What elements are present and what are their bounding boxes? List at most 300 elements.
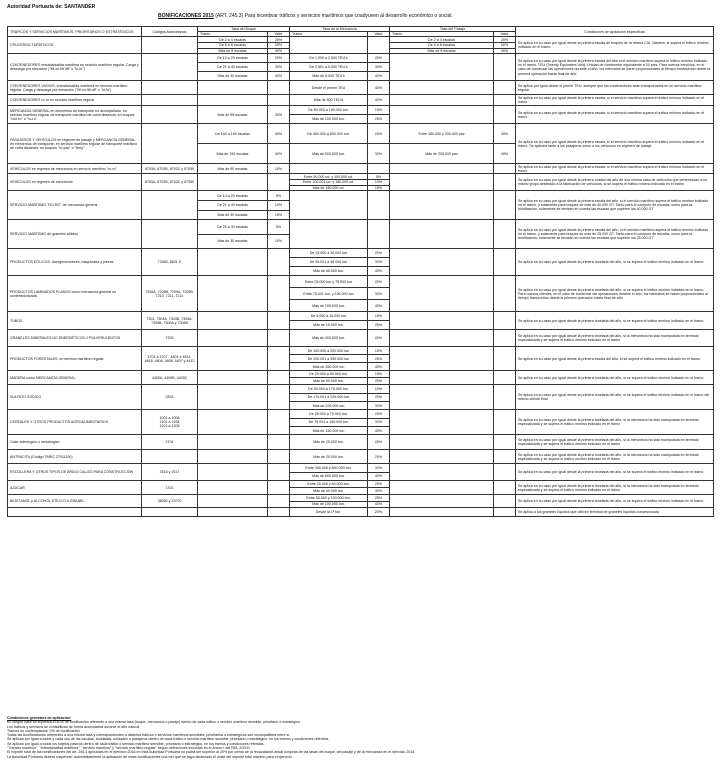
tariff-codes: 7203 bbox=[142, 330, 198, 347]
table-row bbox=[8, 330, 714, 347]
pasaje-valor bbox=[494, 81, 516, 95]
merc-valor: 25% bbox=[368, 495, 390, 502]
tariff-codes: 7208A, 7208B, 7209A, 7209B, 7210, 7211, 7212 bbox=[142, 276, 198, 312]
merc-tramo bbox=[290, 191, 368, 220]
table-row bbox=[8, 37, 714, 43]
pasaje-valor bbox=[494, 249, 516, 276]
merc-tramo: Más de 150.000 ton bbox=[290, 426, 368, 434]
buque-tramo bbox=[198, 249, 268, 276]
table-row bbox=[8, 220, 714, 235]
buque-valor: Valor bbox=[268, 32, 290, 37]
merc-tramo: Más de 25.000 ton. bbox=[290, 435, 368, 450]
buque-valor bbox=[268, 276, 290, 312]
tariff-codes bbox=[142, 106, 198, 124]
merc-tramo bbox=[290, 220, 368, 249]
conditions-text: Se aplica en su caso por igual desde la primera tonelada del año, si se supera el tráfico mínimo indicado en el tramo del mismo cliente final bbox=[516, 385, 714, 410]
merc-valor: 40% bbox=[368, 488, 390, 495]
buque-valor bbox=[268, 371, 290, 385]
merc-tramo: Tramo bbox=[290, 32, 368, 37]
buque-valor bbox=[268, 450, 290, 464]
title-bold: BONIFICACIONES 2015 bbox=[158, 13, 214, 19]
merc-valor: 10% bbox=[368, 106, 390, 115]
merc-valor bbox=[368, 191, 390, 220]
merc-valor: 15% bbox=[368, 347, 390, 355]
table-row bbox=[8, 54, 714, 63]
buque-valor: 5% bbox=[268, 220, 290, 235]
merc-valor: 10% bbox=[368, 385, 390, 393]
buque-valor bbox=[268, 508, 290, 517]
pasaje-tramo: Más de 200.000 pax bbox=[390, 144, 494, 164]
merc-valor: 20% bbox=[368, 249, 390, 258]
table-row bbox=[8, 312, 714, 321]
conditions-text: Se aplica en su caso por igual desde la primera tonelada del año, si se supera el tráfico mínimo indicado en el tramo bbox=[516, 464, 714, 481]
merc-valor: 10% bbox=[368, 180, 390, 186]
buque-tramo: Más de 40 escalas bbox=[198, 72, 268, 81]
buque-valor bbox=[268, 464, 290, 481]
pasaje-tramo bbox=[390, 191, 494, 220]
merc-tramo: De 30.001 a 45.000 ton bbox=[290, 258, 368, 267]
merc-valor: 20% bbox=[368, 481, 390, 488]
traffic-name: PRODUCTOS EÓLICOS. Aerogeneradores, maquinaria y piezas bbox=[8, 249, 142, 276]
merc-valor: 30% bbox=[368, 401, 390, 409]
pasaje-valor bbox=[494, 371, 516, 385]
merc-valor: 25% bbox=[368, 355, 390, 363]
general-condition-line: En ningún caso se superará el 40% de bonificación referente a una misma tasa (buque, mercancía o pasaje) dentro de cada tráfico o servicio marítimo sensible, prioritario o estratégico bbox=[7, 720, 300, 725]
pasaje-tramo bbox=[390, 495, 494, 508]
merc-valor: 20% bbox=[368, 54, 390, 63]
tariff-codes: 4701 a 4707 , 4801 a 4814, 4816, 4806, 4808, 4407 y 4412 bbox=[142, 347, 198, 371]
merc-tramo: Más de 400.000 ton. bbox=[290, 330, 368, 347]
pasaje-tramo bbox=[390, 276, 494, 312]
buque-tramo bbox=[198, 435, 268, 450]
merc-tramo: De 175.001 a 225.000 ton bbox=[290, 393, 368, 401]
tariff-codes bbox=[142, 81, 198, 95]
pasaje-tramo: De 2 a 4 escalas bbox=[390, 37, 494, 43]
merc-valor: 40% bbox=[368, 300, 390, 312]
pasaje-tramo bbox=[390, 385, 494, 410]
conditions-text: Se aplica en su caso por igual desde la primera tonelada del año, si la mercancía ha sido manipulada en terminal especializada y se supera el tráfico mínimo indicado en el tramo bbox=[516, 330, 714, 347]
pasaje-valor: 30% bbox=[494, 124, 516, 144]
conditions-text: Se aplica en su caso por igual desde la primera escala, si el servicio marítimo supera el tráfico mínimo indicado en el tramo bbox=[516, 95, 714, 106]
conditions-text: Se aplica en su caso por igual desde la primera escala, si el servicio marítimo supera el tráfico mínimo indicado en el tramo bbox=[516, 106, 714, 124]
pasaje-valor bbox=[494, 508, 516, 517]
buque-tramo bbox=[198, 106, 268, 124]
buque-tramo bbox=[198, 95, 268, 106]
buque-valor: 40% bbox=[268, 72, 290, 81]
tariff-codes: 2704 bbox=[142, 435, 198, 450]
buque-valor: 10% bbox=[268, 201, 290, 211]
col-pasaje: Tasa del Pasaje bbox=[390, 27, 516, 32]
buque-tramo: Más de 30 escalas bbox=[198, 234, 268, 249]
buque-tramo bbox=[198, 276, 268, 312]
merc-tramo: De 50.000 a 100.000 ton. bbox=[290, 106, 368, 115]
traffic-name: CONTENEDORES VACÍOS, entrada/salida marítima en servicio marítimo regular. Carga y descarga por elevación ("lift on-lift off" o "lo-lo") bbox=[8, 81, 142, 95]
merc-tramo: De 1.000 a 2.500 TEU's bbox=[290, 54, 368, 63]
pasaje-valor bbox=[494, 312, 516, 330]
merc-tramo: Más de 5.000 TEU's bbox=[290, 72, 368, 81]
conditions-text: Se aplica en su caso por igual desde la primera unidad del año de una misma casa de vehículos que pertenezcan a un mismo grupo destinado a la fabricación de vehículos, si se supera el tráfico mínimo indicado en el tramo bbox=[516, 174, 714, 191]
table-row bbox=[8, 450, 714, 464]
conditions-text: Se aplica en su caso por igual desde la primera escala del año, si el servicio marítimo supera el tráfico mínimo indicado en el tramo, y solamente para buques de más de 25.000 GT. Tanto para el cómputo de escalas, como para la bonificación, solamente se tendrán en cuenta las escalas que superen los 25.000 GT bbox=[516, 220, 714, 249]
table-row bbox=[8, 106, 714, 115]
pasaje-tramo bbox=[390, 95, 494, 106]
tariff-codes bbox=[142, 450, 198, 464]
buque-valor: 10% bbox=[268, 164, 290, 174]
merc-valor: 40% bbox=[368, 472, 390, 481]
merc-tramo bbox=[290, 164, 368, 174]
traffic-name: CEREALES Y OTROS PRODUCTOS AGROALIMENTARIOS bbox=[8, 410, 142, 435]
merc-tramo: Entre 20.000 y 40.000 ton. bbox=[290, 481, 368, 488]
tariff-codes bbox=[142, 508, 198, 517]
merc-valor: 15% bbox=[368, 312, 390, 321]
bonus-table bbox=[7, 26, 714, 517]
tariff-codes bbox=[142, 220, 198, 249]
buque-valor: 30% bbox=[268, 124, 290, 144]
pasaje-valor bbox=[494, 450, 516, 464]
buque-tramo: De 21 a 40 escalas bbox=[198, 63, 268, 72]
merc-tramo: Entre 50.000 y 100.000 ton. bbox=[290, 495, 368, 502]
merc-tramo: Entre 25.000 ton y 75.000 ton bbox=[290, 276, 368, 288]
general-condition-line: Tramos no contemplados: 0% de bonificación bbox=[7, 728, 80, 733]
buque-valor: 30% bbox=[268, 63, 290, 72]
merc-valor: 40% bbox=[368, 81, 390, 95]
merc-tramo: De 400.000 a 500.000 ton. bbox=[290, 124, 368, 144]
buque-tramo bbox=[198, 450, 268, 464]
merc-valor: 15% bbox=[368, 185, 390, 191]
buque-valor: 40% bbox=[268, 144, 290, 164]
buque-valor bbox=[268, 410, 290, 435]
conditions-text: Se aplica en su caso por igual desde la primera escala, si el servicio marítimo supera el tráfico mínimo indicado en el tramo bbox=[516, 164, 714, 174]
conditions-text: Se aplica en su caso por igual desde la primera tonelada del año, si la mercancía ha sido manipulada en terminal especializada y se supera el tráfico mínimo indicado en el tramo bbox=[516, 450, 714, 464]
buque-tramo: De 20 a 30 escalas bbox=[198, 220, 268, 235]
buque-valor bbox=[268, 174, 290, 191]
pasaje-valor: 30% bbox=[494, 43, 516, 49]
buque-valor: 5% bbox=[268, 191, 290, 201]
pasaje-valor: 40% bbox=[494, 48, 516, 54]
merc-tramo: Entre 50.000 ud. y 100.000 ud. bbox=[290, 174, 368, 180]
buque-valor bbox=[268, 249, 290, 276]
traffic-name: PASAJEROS Y VEHÍCULOS en régimen de pasaje y MERCANCÍA GENERAL en elementos de transporte, en servicio marítimo regular de transporte marítimo de corta distancia, en buques "ro-pax" o "ferry" bbox=[8, 124, 142, 164]
buque-tramo bbox=[198, 81, 268, 95]
conditions-text: Se aplica en su caso por igual desde la primera escala de buques de la misma CIA. Naviera, si supera el tráfico mínimo indicado en el tramo bbox=[516, 37, 714, 54]
merc-tramo: Más de 800.000 ton. bbox=[290, 472, 368, 481]
traffic-name: ESCOLLERA Y OTROS TIPOS DE ÁRIDO CALIZO PARA CONSTRUCCIÓN bbox=[8, 464, 142, 481]
traffic-name: SERVICIO MARÍTIMO "RO-RO" de mercancía general bbox=[8, 191, 142, 220]
pasaje-valor bbox=[494, 435, 516, 450]
pasaje-tramo bbox=[390, 410, 494, 435]
buque-tramo: Más de 190 escalas bbox=[198, 144, 268, 164]
traffic-name: CRUCEROS TURÍSTICOS bbox=[8, 37, 142, 54]
buque-tramo: De 2 a 4 escalas bbox=[198, 37, 268, 43]
traffic-name: GRANELES MINERALES NO ENERGÉTICOS Y PULVERULENTOS bbox=[8, 330, 142, 347]
tariff-codes: 7303, 7304A, 7304B, 7305A, 7305B, 7306A y 7306B bbox=[142, 312, 198, 330]
conditions-text: Se aplica en su caso por igual desde la primera tonelada del año, si se supera el tráfico mínimo indicado en el tramo. Para nuevos clientes, en el caso de comenzar las operaciones durante el año, los intervalos se harán proporcionales al tiempo transcurrido desde la primera operación hasta final de año bbox=[516, 276, 714, 312]
merc-tramo: Más de 40.000 ton. bbox=[290, 488, 368, 495]
pasaje-tramo bbox=[390, 464, 494, 481]
traffic-name: CONTENEDORES ro-ro en servicio marítimo regular bbox=[8, 95, 142, 106]
table-row bbox=[8, 371, 714, 378]
tariff-codes bbox=[142, 95, 198, 106]
pasaje-tramo bbox=[390, 371, 494, 385]
pasaje-tramo bbox=[390, 249, 494, 276]
tariff-codes: 1001 a 1008 1101 a 1108 1201 a 1208 bbox=[142, 410, 198, 435]
pasaje-valor bbox=[494, 495, 516, 508]
pasaje-tramo bbox=[390, 312, 494, 330]
buque-valor bbox=[268, 95, 290, 106]
general-conditions-heading: Condiciones generales de aplicación: bbox=[7, 716, 72, 720]
merc-valor: 20% bbox=[368, 393, 390, 401]
table-row bbox=[8, 249, 714, 258]
merc-valor: 25% bbox=[368, 378, 390, 385]
pasaje-valor bbox=[494, 385, 516, 410]
merc-valor: 20% bbox=[368, 410, 390, 418]
document-title bbox=[158, 13, 453, 19]
merc-valor: 15% bbox=[368, 371, 390, 378]
tariff-codes: 2516 y 2517 bbox=[142, 464, 198, 481]
tariff-codes: 73083, 8501 E bbox=[142, 249, 198, 276]
traffic-name: PRODUCTOS FORESTALES, en servicio marítimo regular bbox=[8, 347, 142, 371]
buque-valor bbox=[268, 330, 290, 347]
pasaje-valor bbox=[494, 220, 516, 249]
conditions-text: Se aplica en su caso por igual desde la primera tonelada del año, si la mercancía ha sido manipulada en terminal especializada y se supera el tráfico mínimo indicado en el tramo bbox=[516, 435, 714, 450]
table-row bbox=[8, 481, 714, 488]
merc-tramo: Más de 350.000 ton bbox=[290, 363, 368, 371]
buque-tramo: Más de 8 escalas bbox=[198, 48, 268, 54]
merc-tramo: Entre 100.001 ud. y 180.000 ud. bbox=[290, 180, 368, 186]
traffic-name: MERCANCÍA GENERAL en elementos de transporte no acompañado, en servicio marítimo regular de transporte marítimo de corta distancia, en buques "con-ro" o "ro-ro" bbox=[8, 106, 142, 124]
conditions-text: Se aplica en su caso por igual desde la primera tonelada del año, si se supera el tráfico mínimo indicado en el tramo bbox=[516, 495, 714, 508]
merc-valor: 5% bbox=[368, 174, 390, 180]
pasaje-tramo bbox=[390, 347, 494, 371]
merc-tramo: De 2.501 a 5.000 TEU's bbox=[290, 63, 368, 72]
buque-tramo: De 150 a 190 escalas bbox=[198, 124, 268, 144]
pasaje-valor bbox=[494, 481, 516, 495]
conditions-text: Se aplica por igual desde el primer TEU, siempre que los contenedores sean transportados en un servicio marítimo regular bbox=[516, 81, 714, 95]
merc-tramo: Más de 150.000 ton. bbox=[290, 300, 368, 312]
pasaje-valor bbox=[494, 174, 516, 191]
general-condition-line: Los tráficos y servicios se contabilizan de forma acumulativa durante el año natural bbox=[7, 724, 140, 729]
traffic-name: CONTENEDORES entrada/salida marítima en servicio marítimo regular. Carga y descarga por elevación ("lift on-lift off" o "lo-lo") bbox=[8, 54, 142, 81]
buque-tramo bbox=[198, 312, 268, 330]
pasaje-tramo bbox=[390, 106, 494, 124]
merc-tramo: Entre 75.001 ton. y 150.000 ton bbox=[290, 288, 368, 300]
general-conditions-lines bbox=[7, 720, 713, 759]
merc-tramo: Desde el primer TEU bbox=[290, 81, 368, 95]
table-row bbox=[8, 508, 714, 517]
general-condition-line: Se aplican por igual a todos los sujetos pasivos dentro de cada tráfico o servicio marítimo sensible, prioritario o estratégico, en los tramos y condiciones referidos. bbox=[7, 741, 265, 746]
conditions-text: Se aplica en su caso por igual desde la primera tonelada del año, si se supera el tráfico mínimo indicado en el tramo bbox=[516, 371, 714, 385]
merc-tramo: De 200.001 a 350.000 ton bbox=[290, 355, 368, 363]
col-conditions: Condiciones de aplicación específicas bbox=[516, 27, 714, 37]
merc-valor: 40% bbox=[368, 363, 390, 371]
buque-tramo-line: Más de 95 escalas bbox=[217, 112, 248, 117]
table-row bbox=[8, 347, 714, 355]
merc-tramo: De 100.000 a 200.000 ton bbox=[290, 347, 368, 355]
merc-tramo bbox=[290, 37, 368, 54]
col-mercancia: Tasa de la Mercancía bbox=[290, 27, 390, 32]
merc-valor: 20% bbox=[368, 330, 390, 347]
merc-valor: 30% bbox=[368, 464, 390, 473]
merc-tramo: Más de 50.000 ton. bbox=[290, 378, 368, 385]
buque-tramo bbox=[198, 481, 268, 495]
merc-tramo: De 5.000 a 15.000 ton bbox=[290, 312, 368, 321]
title-rest: (ART. 245.3) Para incentivar tráficos y servicios marítimos que coadyuven al desarrollo económico o social. bbox=[213, 13, 453, 19]
table-row bbox=[8, 435, 714, 450]
tariff-codes: 1701 bbox=[142, 481, 198, 495]
merc-valor: 20% bbox=[368, 450, 390, 464]
traffic-name: ANTRACITA (Código TARIC 27011100) bbox=[8, 450, 142, 464]
buque-tramo: De 5 a 8 escalas bbox=[198, 43, 268, 49]
buque-valor bbox=[268, 435, 290, 450]
pasaje-valor bbox=[494, 164, 516, 174]
pasaje-valor bbox=[494, 54, 516, 81]
tariff-codes bbox=[142, 54, 198, 81]
pasaje-tramo bbox=[390, 164, 494, 174]
pasaje-tramo: Tramo bbox=[390, 32, 494, 37]
pasaje-valor bbox=[494, 464, 516, 481]
pasaje-tramo bbox=[390, 220, 494, 249]
merc-tramo: Más de 500.000 ton. bbox=[290, 144, 368, 164]
merc-valor: 40% bbox=[368, 95, 390, 106]
pasaje-tramo bbox=[390, 508, 494, 517]
conditions-text: Se aplica en su caso por igual desde la primera tonelada del año, si se supera el tráfico mínimo indicado en el tramo bbox=[516, 249, 714, 276]
traffic-name: BIOETANOL y ALCOHOL ETÍLICO A GRANEL bbox=[8, 495, 142, 508]
general-condition-line: Todas las bonificaciones referentes a una misma tasa y correspondientes a distintos tráficos o servicios marítimos sensibles, prioritarios o estratégicos son incompatibles entre sí. bbox=[7, 733, 291, 738]
pasaje-valor: 40% bbox=[494, 144, 516, 164]
tariff-codes bbox=[142, 37, 198, 54]
table-row bbox=[8, 191, 714, 201]
merc-valor: 25% bbox=[368, 321, 390, 330]
traffic-name: SERVICIO MARÍTIMO de graneles sólidos bbox=[8, 220, 142, 249]
buque-valor bbox=[268, 347, 290, 371]
buque-tramo: Más de 90 escalas bbox=[198, 164, 268, 174]
tariff-codes: 4409A, 4409B, 4409C bbox=[142, 371, 198, 385]
conditions-text: Se aplica en su caso por igual desde la primera escala, si el servicio marítimo supera el tráfico mínimo indicado en el tramo. Se aplicará tanto a los pasajeros como a los vehículos en régimen de pasaje bbox=[516, 124, 714, 164]
buque-valor: 20% bbox=[268, 37, 290, 43]
buque-valor bbox=[268, 106, 290, 124]
buque-valor bbox=[268, 81, 290, 95]
pasaje-tramo bbox=[390, 174, 494, 191]
buque-tramo: De 10 a 20 escalas bbox=[198, 191, 268, 201]
merc-tramo: De 15.000 a 30.000 ton bbox=[290, 249, 368, 258]
merc-valor: 30% bbox=[368, 288, 390, 300]
buque-tramo: Tramo bbox=[198, 32, 268, 37]
tariff-codes bbox=[142, 191, 198, 220]
conditions-text: Se aplica en su caso por igual desde la primera tonelada del año, si la mercancía ha sido manipulada en terminal especializada y se supera el tráfico mínimo indicado en el tramo bbox=[516, 410, 714, 435]
buque-valor: 30% bbox=[268, 43, 290, 49]
pasaje-tramo bbox=[390, 450, 494, 464]
traffic-name: TUBOS bbox=[8, 312, 142, 330]
traffic-name: VEHÍCULOS en régimen de mercancía bbox=[8, 174, 142, 191]
general-conditions bbox=[7, 716, 713, 759]
conditions-text: Se aplica en su caso por igual desde la primera tonelada del año, si se supera el tráfico mínimo indicado en el tramo bbox=[516, 312, 714, 330]
merc-valor: 20% bbox=[368, 115, 390, 124]
table-row bbox=[8, 385, 714, 393]
pasaje-tramo bbox=[390, 81, 494, 95]
col-buque: Tasa del Buque bbox=[198, 27, 290, 32]
pasaje-tramo: Más de 8 escalas bbox=[390, 48, 494, 54]
traffic-name bbox=[8, 508, 142, 517]
general-condition-line: La Autoridad Portuaria deberá suspender automáticamente la aplicación de estas bonificaciones una vez que se haya alcanzado el límite del importe total máximo para el ejercicio. bbox=[7, 754, 293, 759]
merc-valor: 30% bbox=[368, 258, 390, 267]
buque-tramo bbox=[198, 410, 268, 435]
buque-valor bbox=[268, 481, 290, 495]
table-row bbox=[8, 95, 714, 106]
buque-valor: 20% bbox=[268, 54, 290, 63]
tariff-codes: 8703A, 8703B, 8703C y 87050 bbox=[142, 174, 198, 191]
merc-tramo: Más de 45.000 ton. bbox=[290, 267, 368, 276]
buque-valor bbox=[268, 495, 290, 508]
table-row bbox=[8, 81, 714, 95]
general-condition-line: Se aplican por igual a todos y cada uno de las escalas, toneladas, unidades o pasajeros dentro de cada tráfico o servicio marítimo sensible, prioritario o estratégico, en los tramos y condiciones referidos bbox=[7, 737, 329, 742]
merc-tramo: Más de 15.000 ton. bbox=[290, 321, 368, 330]
merc-valor: 20% bbox=[368, 124, 390, 144]
buque-tramo bbox=[198, 330, 268, 347]
merc-valor: 40% bbox=[368, 426, 390, 434]
pasaje-valor bbox=[494, 276, 516, 312]
pasaje-tramo: Entre 180.000 y 200.000 pax bbox=[390, 124, 494, 144]
tariff-codes: 38260 y 22070 bbox=[142, 495, 198, 508]
pasaje-tramo bbox=[390, 330, 494, 347]
conditions-text: Se aplica en su caso por igual desde la primera escala del año, si el servicio marítimo supera el tráfico mínimo indicado en el tramo, y solamente para buques de más de 40.000 GT. Tanto para el cómputo de escalas, como para la bonificación, solamente se tendrán en cuenta las escalas que superen los 40.000 GT bbox=[516, 191, 714, 220]
merc-valor: 30% bbox=[368, 418, 390, 426]
merc-tramo: Más de 100.000 ton. bbox=[290, 115, 368, 124]
traffic-name: AZÚCAR bbox=[8, 481, 142, 495]
merc-tramo: Más de 100.000 ton. bbox=[290, 501, 368, 508]
merc-valor: 20% bbox=[368, 508, 390, 517]
buque-valor: 15% bbox=[268, 210, 290, 220]
merc-valor: 40% bbox=[368, 501, 390, 508]
pasaje-valor bbox=[494, 330, 516, 347]
table-row bbox=[8, 124, 714, 144]
tariff-codes: 2833 bbox=[142, 385, 198, 410]
conditions-text: Se aplica en su caso por igual desde la primera tonelada del año, si la mercancía ha sido manipulada en terminal especializada y se supera el tráfico mínimo indicado en el tramo bbox=[516, 481, 714, 495]
buque-tramo bbox=[198, 174, 268, 191]
pasaje-tramo bbox=[390, 481, 494, 495]
merc-tramo: Más de 500 TEU's bbox=[290, 95, 368, 106]
merc-tramo: Más de 20.000 ton. bbox=[290, 450, 368, 464]
buque-tramo bbox=[198, 385, 268, 410]
conditions-text: Se aplica en su caso por igual desde la primera escala del año, si se supera el tráfico mínimo indicado en el tramo bbox=[516, 347, 714, 371]
merc-valor bbox=[368, 37, 390, 54]
pasaje-valor bbox=[494, 410, 516, 435]
merc-valor: 40% bbox=[368, 72, 390, 81]
buque-valor bbox=[268, 312, 290, 330]
col-traffic: TRÁFICOS Y SERVICIOS MARÍTIMOS, PRIORITARIOS O ESTRATÉGICOS bbox=[8, 27, 142, 37]
merc-tramo: De 20.000 a 50.000 ton. bbox=[290, 371, 368, 378]
buque-tramo bbox=[198, 371, 268, 385]
merc-valor: 20% bbox=[368, 276, 390, 288]
pasaje-valor bbox=[494, 95, 516, 106]
conditions-text: Se aplica en su caso por igual desde la primera escala del año si el servicio marítimo supera el tráfico mínimo indicado en el tramo. TEU (Twenty Equivalent Unit). Unidad de contenedor equivalente a 20 pies. Para nuevos servicios, en el caso de comenzar las operaciones durante el año, los intervalos se harán proporcionales al tiempo transcurrido desde la primera operación hasta final de año bbox=[516, 54, 714, 81]
pasaje-valor bbox=[494, 191, 516, 220]
pasaje-valor: Valor bbox=[494, 32, 516, 37]
buque-tramo bbox=[198, 347, 268, 371]
traffic-name: VEHÍCULOS en régimen de mercancía en servicio marítimo "ro-ro" bbox=[8, 164, 142, 174]
buque-valor: 10% bbox=[268, 234, 290, 249]
pasaje-tramo bbox=[390, 435, 494, 450]
tariff-codes: 8703A, 8703B, 8703C y 87050 bbox=[142, 164, 198, 174]
table-row bbox=[8, 276, 714, 288]
buque-tramo bbox=[198, 464, 268, 481]
buque-tramo bbox=[198, 508, 268, 517]
pasaje-tramo bbox=[390, 54, 494, 81]
merc-tramo: De 25.000 a 75.000 ton. bbox=[290, 410, 368, 418]
buque-tramo: De 10 a 20 escalas bbox=[198, 54, 268, 63]
merc-valor: 40% bbox=[368, 267, 390, 276]
buque-valor-line: 30% bbox=[274, 112, 283, 117]
merc-valor: 30% bbox=[368, 144, 390, 164]
